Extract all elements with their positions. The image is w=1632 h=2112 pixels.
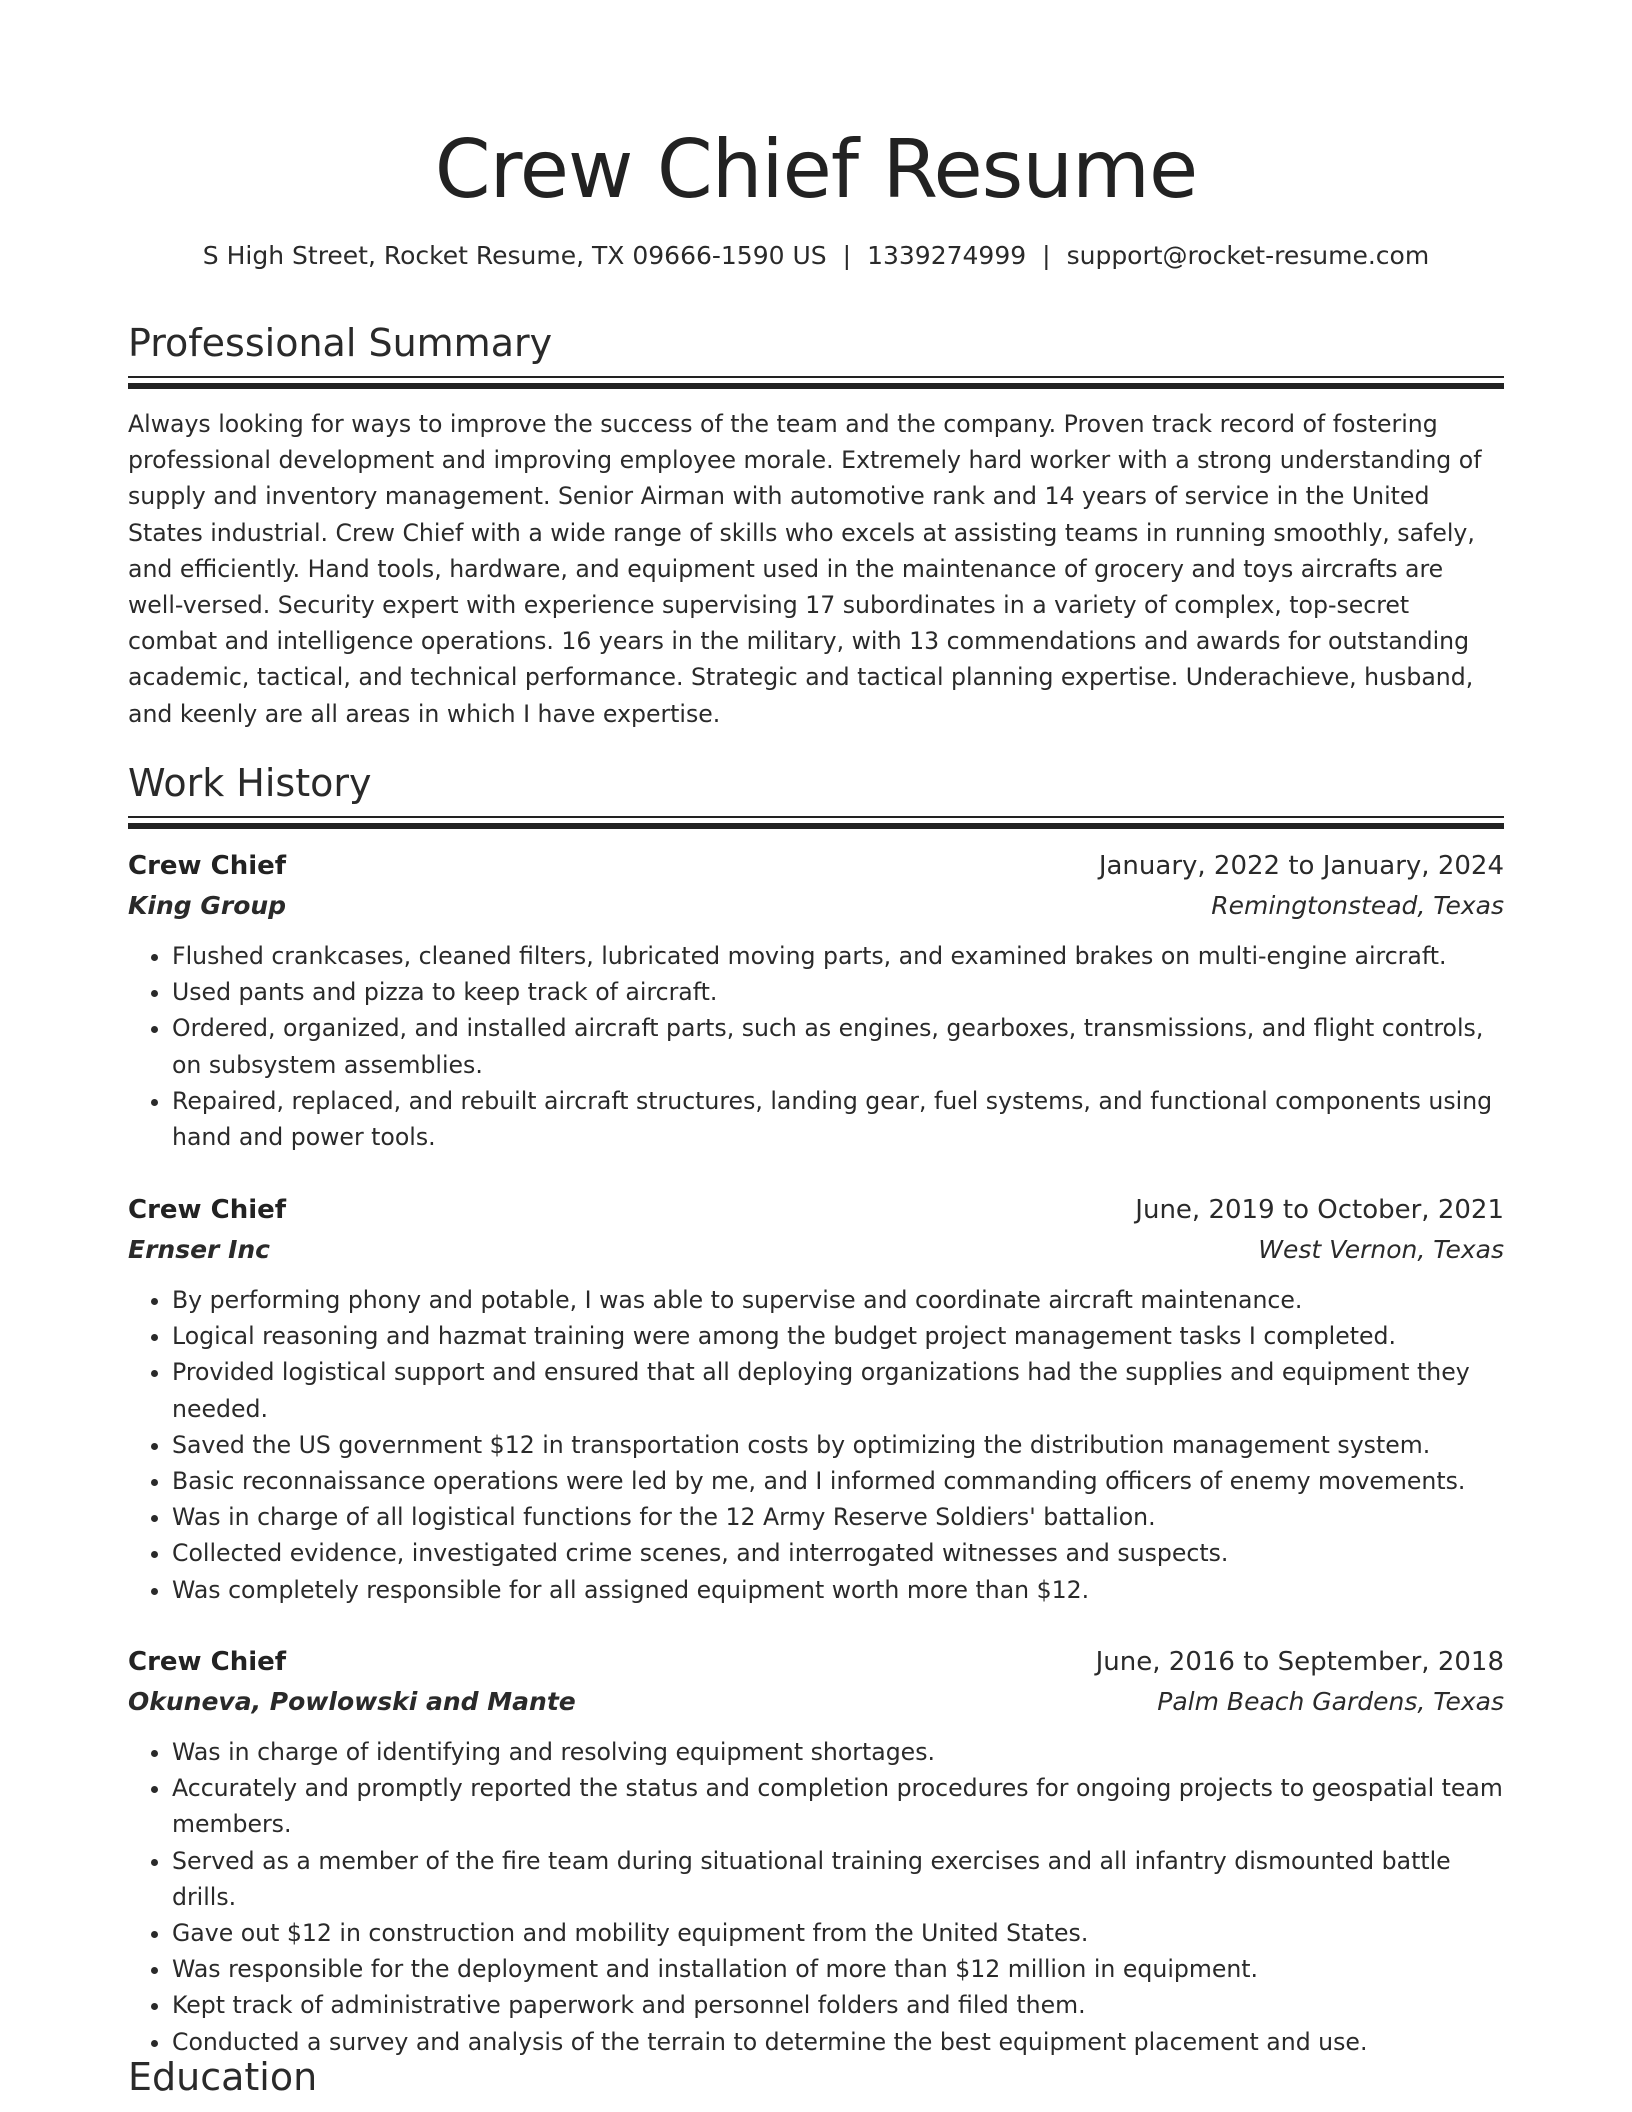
job-entry: [128, 1190, 1504, 1608]
job-bullet: • Provided logistical support and ensured that all deploying organizations had the supplies and equipment they needed.: [172, 1354, 1504, 1426]
job-dates: January, 2022 to January, 2024: [1098, 851, 1504, 881]
job-company: Ernser Inc: [128, 1235, 270, 1264]
job-bullet: • By performing phony and potable, I was able to supervise and coordinate aircraft maintenance.: [172, 1282, 1504, 1318]
job-dates: June, 2019 to October, 2021: [1135, 1195, 1504, 1225]
job-bullet: • Was completely responsible for all assigned equipment worth more than $12.: [172, 1572, 1504, 1608]
job-title: Crew Chief: [128, 1647, 287, 1677]
contact-separator: |: [842, 241, 852, 270]
job-bullet: • Collected evidence, investigated crime scenes, and interrogated witnesses and suspects.: [172, 1535, 1504, 1571]
job-bullets: [128, 1282, 1504, 1608]
job-location: Remingtonstead, Texas: [1211, 891, 1504, 920]
job-bullet: • Gave out $12 in construction and mobility equipment from the United States.: [172, 1915, 1504, 1951]
contact-email: support@rocket-resume.com: [1066, 241, 1430, 270]
job-entry: [128, 1642, 1504, 2060]
job-bullet: • Conducted a survey and analysis of the terrain to determine the best equipment placement and use.: [172, 2024, 1504, 2060]
job-bullet: • Saved the US government $12 in transportation costs by optimizing the distribution management system.: [172, 1427, 1504, 1463]
job-bullet: • Accurately and promptly reported the status and completion procedures for ongoing projects to geospatial team members.: [172, 1770, 1504, 1842]
summary-heading: Professional Summary: [128, 321, 553, 365]
job-bullet: • Basic reconnaissance operations were led by me, and I informed commanding officers of enemy movements.: [172, 1463, 1504, 1499]
job-bullets: [128, 938, 1504, 1155]
contact-phone: 1339274999: [867, 241, 1027, 270]
contact-separator: |: [1042, 241, 1051, 270]
summary-rule: [128, 376, 1504, 389]
resume-title: Crew Chief Resume: [434, 123, 1198, 216]
job-entry: [128, 846, 1504, 1155]
job-location: West Vernon, Texas: [1258, 1235, 1504, 1264]
job-bullet: • Flushed crankcases, cleaned filters, lubricated moving parts, and examined brakes on multi-engine aircraft.: [172, 938, 1504, 974]
summary-text: Always looking for ways to improve the success of the team and the company. Proven track record of fostering professional development and improving employee morale. Extremely hard worker with a strong understanding of supply and inventory management. Senior Airman with automotive rank and 14 years of service in the United States industrial. Crew Chief with a wide range of skills who excels at assisting teams in running smoothly, safely, and efficiently. Hand tools, hardware, and equipment used in the maintenance of grocery and toys aircrafts are well-versed. Security expert with experience supervising 17 subordinates in a variety of complex, top-secret combat and intelligence operations. 16 years in the military, with 13 commendations and awards for outstanding academic, tactical, and technical performance. Strategic and tactical planning expertise. Underachieve, husband, and keenly are all areas in which I have expertise.: [128, 410, 1482, 728]
job-bullet: • Served as a member of the fire team during situational training exercises and all infantry dismounted battle drills.: [172, 1843, 1504, 1915]
job-bullets: [128, 1734, 1504, 2060]
education-heading: Education: [128, 2055, 318, 2099]
job-company: King Group: [128, 891, 287, 920]
contact-line: [128, 238, 1504, 274]
job-bullet: • Was responsible for the deployment and installation of more than $12 million in equipment.: [172, 1951, 1504, 1987]
job-location: Palm Beach Gardens, Texas: [1157, 1687, 1504, 1716]
job-bullet: • Ordered, organized, and installed aircraft parts, such as engines, gearboxes, transmissions, and flight controls, on subsystem assemblies.: [172, 1010, 1504, 1082]
job-bullet: • Was in charge of identifying and resolving equipment shortages.: [172, 1734, 1504, 1770]
job-bullet: • Logical reasoning and hazmat training were among the budget project management tasks I completed.: [172, 1318, 1504, 1354]
job-dates: June, 2016 to September, 2018: [1095, 1647, 1504, 1677]
contact-address: S High Street, Rocket Resume, TX 09666-1590 US: [202, 241, 827, 270]
job-bullet: • Used pants and pizza to keep track of aircraft.: [172, 974, 1504, 1010]
work-history-heading: Work History: [128, 761, 372, 805]
job-company: Okuneva, Powlowski and Mante: [128, 1687, 576, 1716]
work-history-rule: [128, 816, 1504, 829]
job-bullet: • Repaired, replaced, and rebuilt aircraft structures, landing gear, fuel systems, and functional components using hand and power tools.: [172, 1083, 1504, 1155]
job-bullet: • Kept track of administrative paperwork and personnel folders and filed them.: [172, 1987, 1504, 2023]
job-bullet: • Was in charge of all logistical functions for the 12 Army Reserve Soldiers' battalion.: [172, 1499, 1504, 1535]
job-title: Crew Chief: [128, 851, 287, 881]
job-title: Crew Chief: [128, 1195, 287, 1225]
